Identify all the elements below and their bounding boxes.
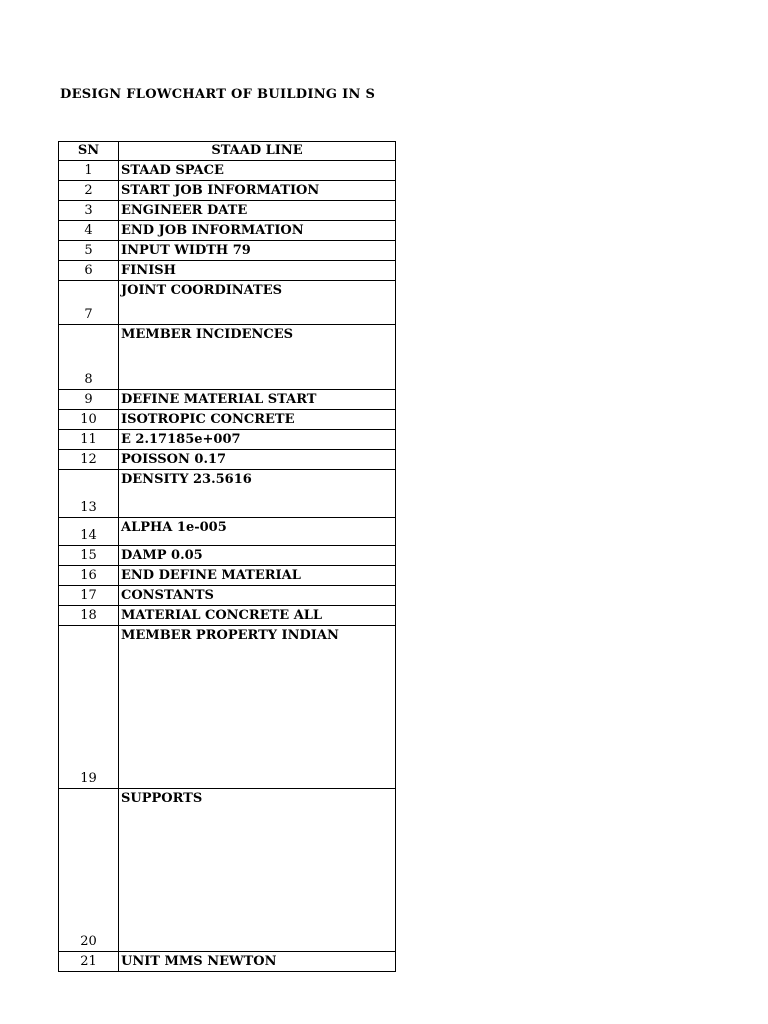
table-row — [59, 566, 396, 586]
row-staad-line: END DEFINE MATERIAL — [119, 566, 396, 586]
row-staad-line: INPUT WIDTH 79 — [119, 241, 396, 261]
table-row — [59, 281, 396, 325]
row-staad-line: END JOB INFORMATION — [119, 221, 396, 241]
page-title: DESIGN FLOWCHART OF BUILDING IN S — [60, 87, 376, 102]
table-row — [59, 221, 396, 241]
row-sn: 4 — [59, 221, 119, 241]
table-row — [59, 181, 396, 201]
row-sn: 7 — [59, 281, 119, 325]
row-sn: 6 — [59, 261, 119, 281]
row-sn: 18 — [59, 606, 119, 626]
row-staad-line: E 2.17185e+007 — [119, 430, 396, 450]
row-staad-line: START JOB INFORMATION — [119, 181, 396, 201]
table-row — [59, 430, 396, 450]
table-row — [59, 201, 396, 221]
row-staad-line: DENSITY 23.5616 — [119, 470, 396, 518]
table-row — [59, 325, 396, 390]
row-sn: 10 — [59, 410, 119, 430]
staad-flow-table — [58, 141, 396, 972]
row-sn: 11 — [59, 430, 119, 450]
table-row — [59, 410, 396, 430]
row-sn: 8 — [59, 325, 119, 390]
row-staad-line: DEFINE MATERIAL START — [119, 390, 396, 410]
row-sn: 12 — [59, 450, 119, 470]
table-row — [59, 450, 396, 470]
row-sn: 1 — [59, 161, 119, 181]
table-row — [59, 390, 396, 410]
table-row — [59, 952, 396, 972]
row-sn: 21 — [59, 952, 119, 972]
row-staad-line: STAAD SPACE — [119, 161, 396, 181]
table-row — [59, 261, 396, 281]
row-staad-line: CONSTANTS — [119, 586, 396, 606]
row-staad-line: JOINT COORDINATES — [119, 281, 396, 325]
row-sn: 3 — [59, 201, 119, 221]
row-staad-line: SUPPORTS — [119, 789, 396, 952]
column-header-staad-line: STAAD LINE — [119, 142, 396, 161]
row-sn: 20 — [59, 789, 119, 952]
row-staad-line: ALPHA 1e-005 — [119, 518, 396, 546]
row-staad-line: MATERIAL CONCRETE ALL — [119, 606, 396, 626]
table-row — [59, 606, 396, 626]
row-staad-line: UNIT MMS NEWTON — [119, 952, 396, 972]
table-row — [59, 626, 396, 789]
table-row — [59, 470, 396, 518]
row-staad-line: ENGINEER DATE — [119, 201, 396, 221]
row-sn: 2 — [59, 181, 119, 201]
table-row — [59, 789, 396, 952]
row-sn: 9 — [59, 390, 119, 410]
row-staad-line: MEMBER INCIDENCES — [119, 325, 396, 390]
table-row — [59, 546, 396, 566]
row-sn: 13 — [59, 470, 119, 518]
table-row — [59, 161, 396, 181]
row-sn: 5 — [59, 241, 119, 261]
row-sn: 16 — [59, 566, 119, 586]
row-sn: 17 — [59, 586, 119, 606]
row-staad-line: POISSON 0.17 — [119, 450, 396, 470]
row-sn: 19 — [59, 626, 119, 789]
table-header-row — [59, 142, 396, 161]
column-header-sn: SN — [59, 142, 119, 161]
row-staad-line: ISOTROPIC CONCRETE — [119, 410, 396, 430]
row-sn: 14 — [59, 518, 119, 546]
row-staad-line: MEMBER PROPERTY INDIAN — [119, 626, 396, 789]
row-staad-line: FINISH — [119, 261, 396, 281]
row-staad-line: DAMP 0.05 — [119, 546, 396, 566]
table-row — [59, 518, 396, 546]
table-row — [59, 241, 396, 261]
table-row — [59, 586, 396, 606]
row-sn: 15 — [59, 546, 119, 566]
